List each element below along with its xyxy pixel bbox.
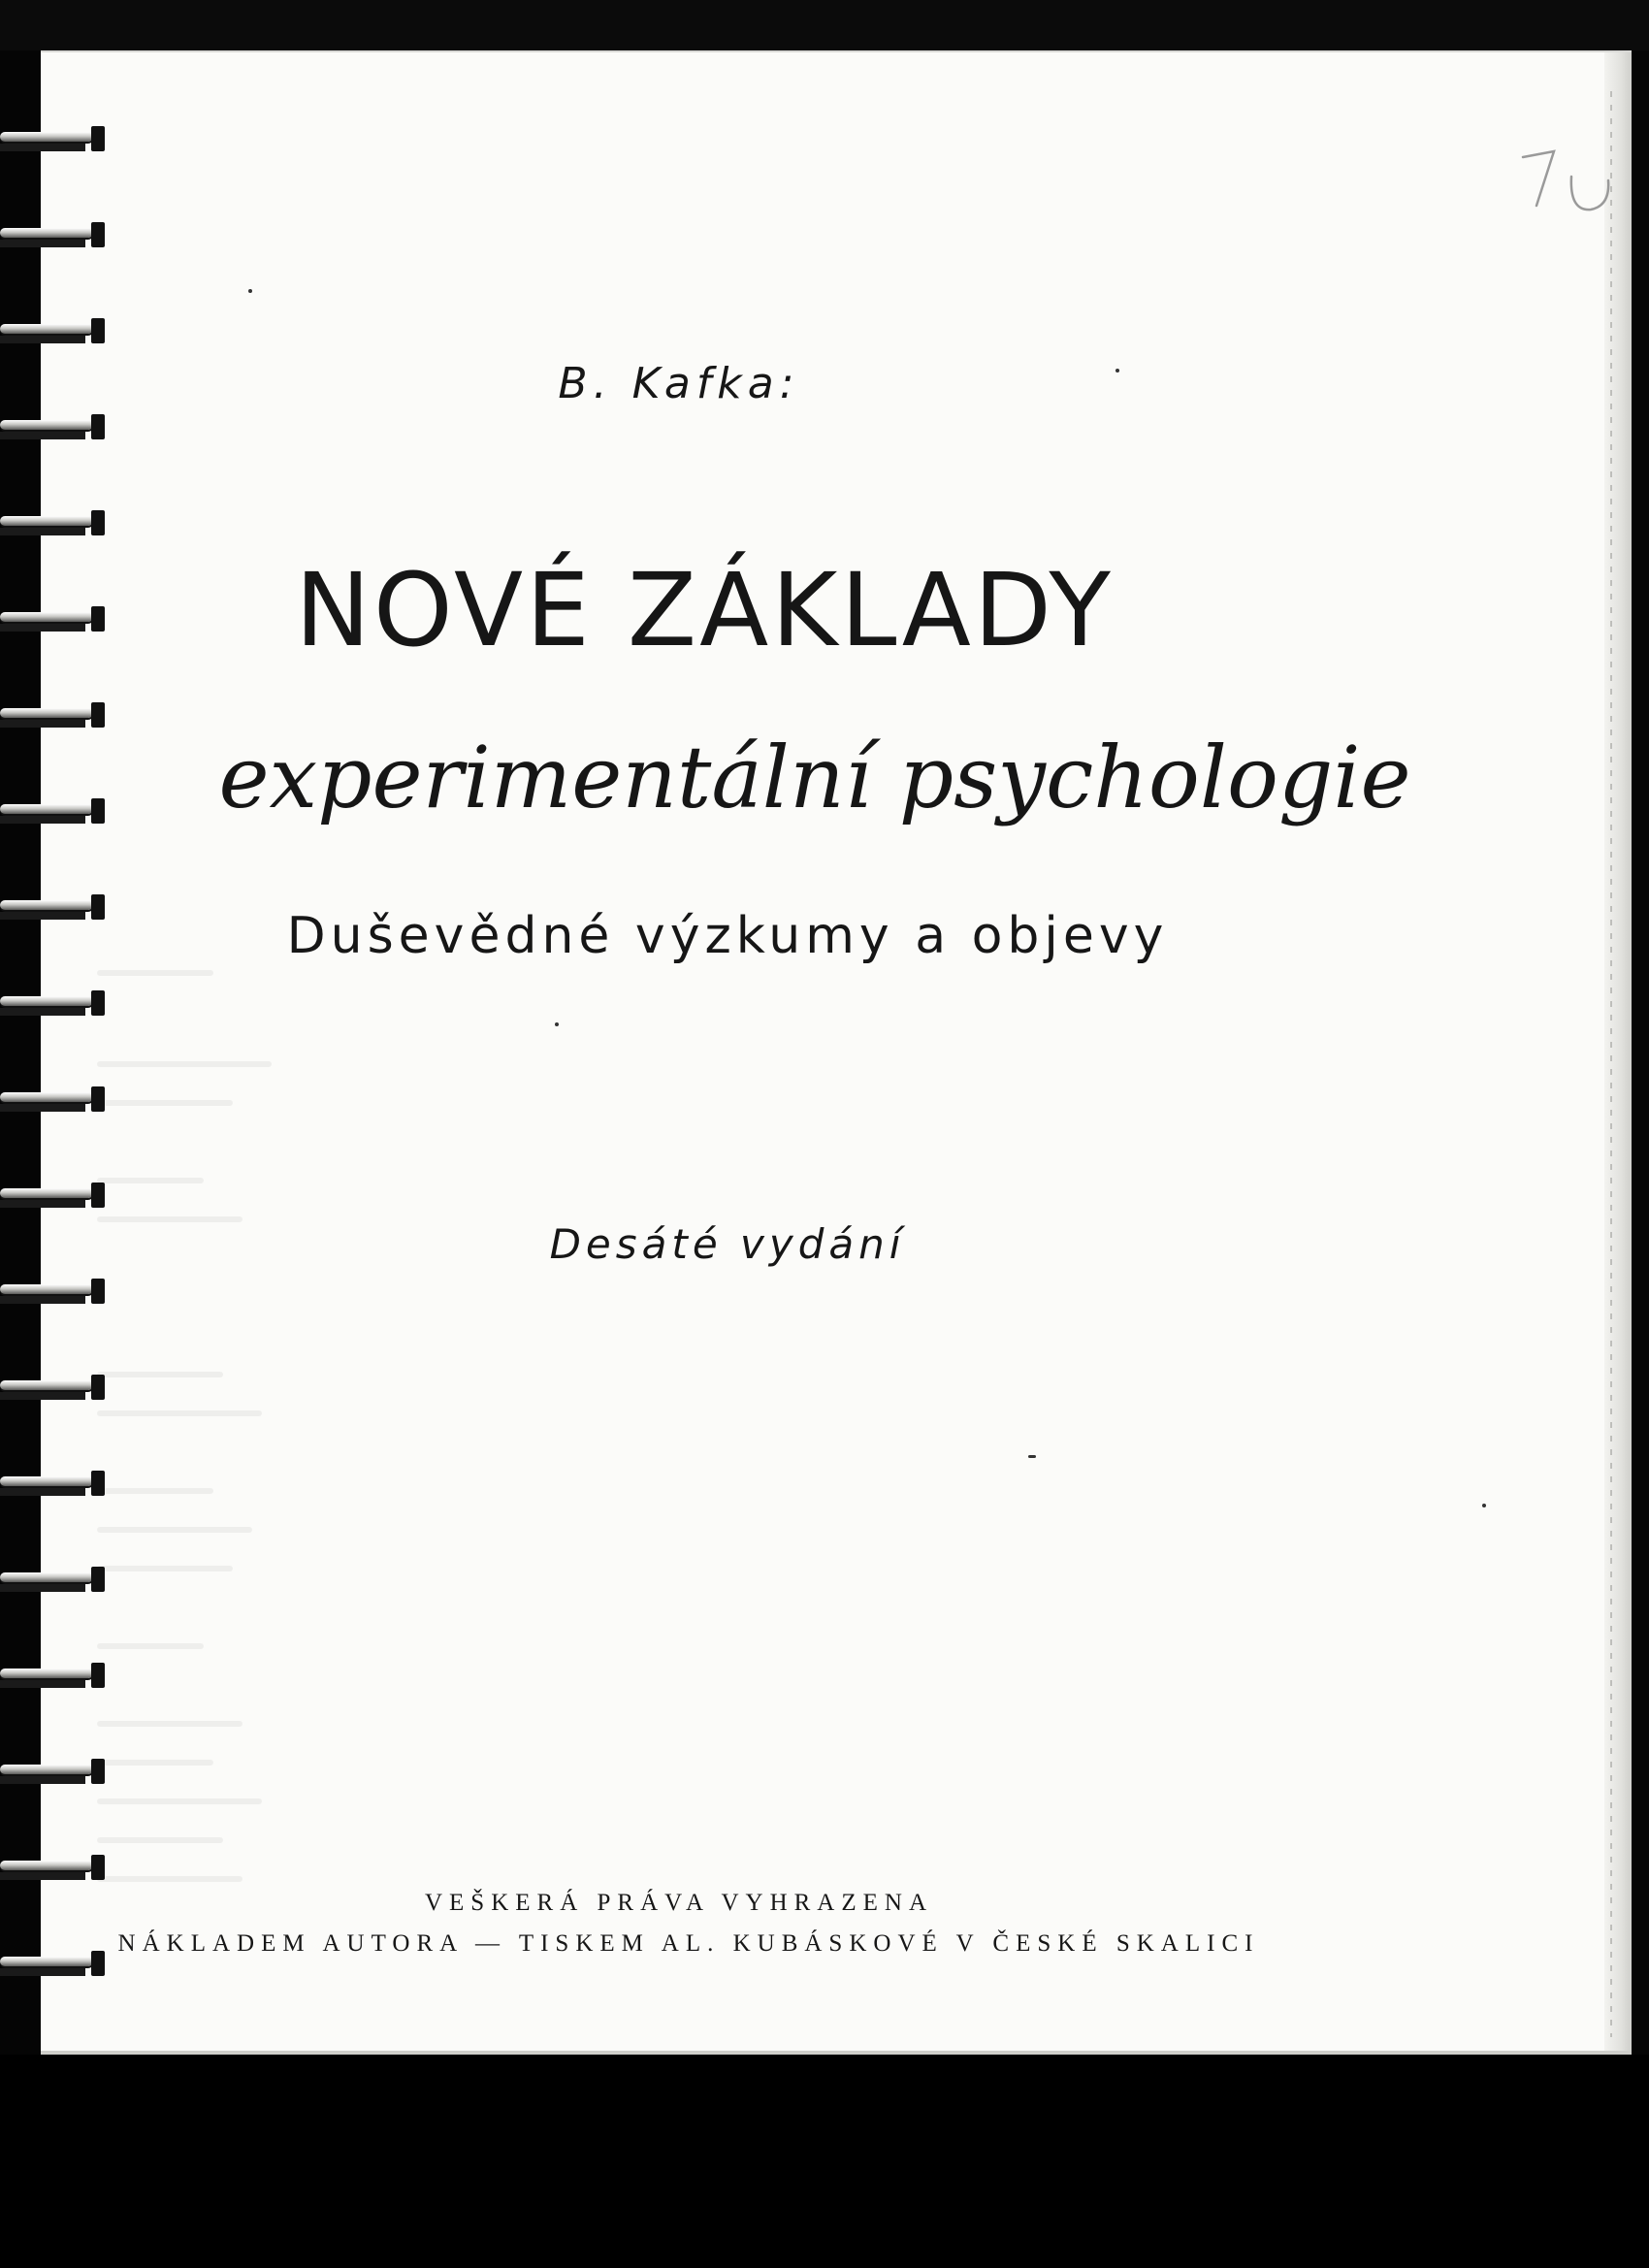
binding-coil-loop [0, 1663, 114, 1686]
bleed-through-line [97, 1410, 262, 1416]
bleed-through-line [97, 1527, 252, 1533]
binding-coil-loop [0, 222, 114, 245]
ink-speck [1028, 1455, 1036, 1458]
binding-coil-loop [0, 1471, 114, 1494]
book-title: NOVÉ ZÁKLADY [295, 551, 1114, 669]
edition-label: Desáté vydání [549, 1220, 906, 1268]
binding-coil-loop [0, 414, 114, 437]
bleed-through-line [97, 1061, 272, 1067]
page-stack-edge [1604, 52, 1632, 2057]
binding-coil-loop [0, 318, 114, 341]
binding-coil-loop [0, 702, 114, 726]
author-name: B. Kafka: [558, 359, 800, 408]
binding-coil-loop [0, 1759, 114, 1782]
binding-coil-loop [0, 1375, 114, 1398]
scan-top-edge [0, 0, 1649, 50]
ink-speck [248, 289, 252, 293]
bleed-through-line [97, 1566, 233, 1571]
publisher-imprint: NÁKLADEM AUTORA — TISKEM AL. KUBÁSKOVÉ V ČESKÉ SKALICI [117, 1930, 1260, 1957]
binding-coil-loop [0, 1183, 114, 1206]
scan-bottom-edge [0, 2055, 1649, 2268]
ink-speck [555, 1022, 559, 1026]
bleed-through-line [97, 1721, 242, 1727]
binding-coil-loop [0, 1855, 114, 1878]
bleed-through-line [97, 1876, 242, 1882]
binding-coil-loop [0, 1086, 114, 1110]
binding-coil-loop [0, 126, 114, 149]
rights-notice: VEŠKERÁ PRÁVA VYHRAZENA [424, 1890, 933, 1916]
ink-speck [1482, 1504, 1486, 1507]
book-tagline: Duševědné výzkumy a objevy [286, 907, 1169, 965]
pencil-page-number-mark [1515, 138, 1622, 225]
title-page [41, 50, 1632, 2057]
binding-coil-loop [0, 510, 114, 534]
binding-coil-loop [0, 1279, 114, 1302]
bleed-through-line [97, 1798, 262, 1804]
binding-coil-loop [0, 1567, 114, 1590]
bleed-through-line [97, 1100, 233, 1106]
book-subtitle: experimentální psychologie [218, 728, 1411, 827]
binding-coil-loop [0, 990, 114, 1014]
